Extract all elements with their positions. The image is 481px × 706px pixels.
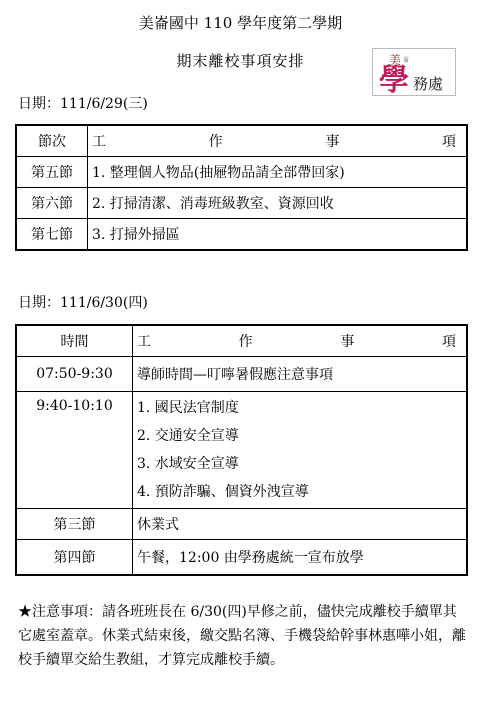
period-cell: 第五節 — [16, 157, 88, 188]
table-row — [16, 357, 467, 392]
table-header-row — [16, 325, 467, 357]
header-tasks: 工 作 事 項 — [133, 325, 468, 357]
table-row — [16, 188, 467, 219]
time-cell: 第四節 — [16, 540, 133, 576]
svg-text:崙: 崙 — [403, 57, 410, 64]
day2-schedule-table — [15, 324, 468, 576]
task-cell: 休業式 — [133, 509, 468, 540]
page-title-line2: 期末離校事項安排 — [176, 52, 305, 70]
svg-text:學: 學 — [379, 63, 409, 95]
time-cell: 9:40-10:10 — [16, 392, 133, 509]
day2-date: 日期：111/6/30(四) — [18, 295, 148, 311]
table-row — [16, 392, 467, 509]
header-period: 節次 — [16, 125, 88, 157]
table-header-row — [16, 125, 467, 157]
table-row — [16, 509, 467, 540]
task-cell: 午餐，12:00 由學務處統一宣布放學 — [133, 540, 468, 576]
task-cell: 1. 整理個人物品(抽屜物品請全部帶回家) — [88, 157, 468, 188]
task-cell: 導師時間—叮嚀暑假應注意事項 — [133, 357, 468, 392]
day1-schedule-table — [15, 124, 468, 251]
student-affairs-logo — [372, 48, 456, 96]
task-cell: 2. 打掃清潔、消毒班級教室、資源回收 — [88, 188, 468, 219]
list-item: 4. 預防詐騙、個資外洩宣導 — [137, 484, 309, 500]
period-cell: 第六節 — [16, 188, 88, 219]
task-cell: 3. 打掃外掃區 — [88, 219, 468, 251]
table-row — [16, 157, 467, 188]
svg-text:美: 美 — [389, 53, 402, 67]
list-item: 1. 國民法官制度 — [137, 400, 239, 416]
svg-text:務處: 務處 — [413, 75, 444, 93]
notice-paragraph: ★注意事項：請各班班長在 6/30(四)早修之前，儘快完成離校手續單其它處室蓋章。休業式結束後，繳交點名簿、手機袋給幹事林惠嘩小姐，離校手續單交給生教組，才算完成離校手續。 — [18, 604, 466, 668]
list-item: 2. 交通安全宣導 — [137, 428, 239, 444]
time-cell: 第三節 — [16, 509, 133, 540]
period-cell: 第七節 — [16, 219, 88, 251]
header-time: 時間 — [16, 325, 133, 357]
page-title-line1: 美崙國中 110 學年度第二學期 — [138, 14, 343, 32]
table-row — [16, 219, 467, 251]
header-tasks: 工 作 事 項 — [88, 125, 468, 157]
list-item: 3. 水域安全宣導 — [137, 456, 239, 472]
task-list-cell — [133, 392, 468, 509]
table-row — [16, 540, 467, 576]
time-cell: 07:50-9:30 — [16, 357, 133, 392]
day1-date: 日期：111/6/29(三) — [18, 96, 148, 112]
